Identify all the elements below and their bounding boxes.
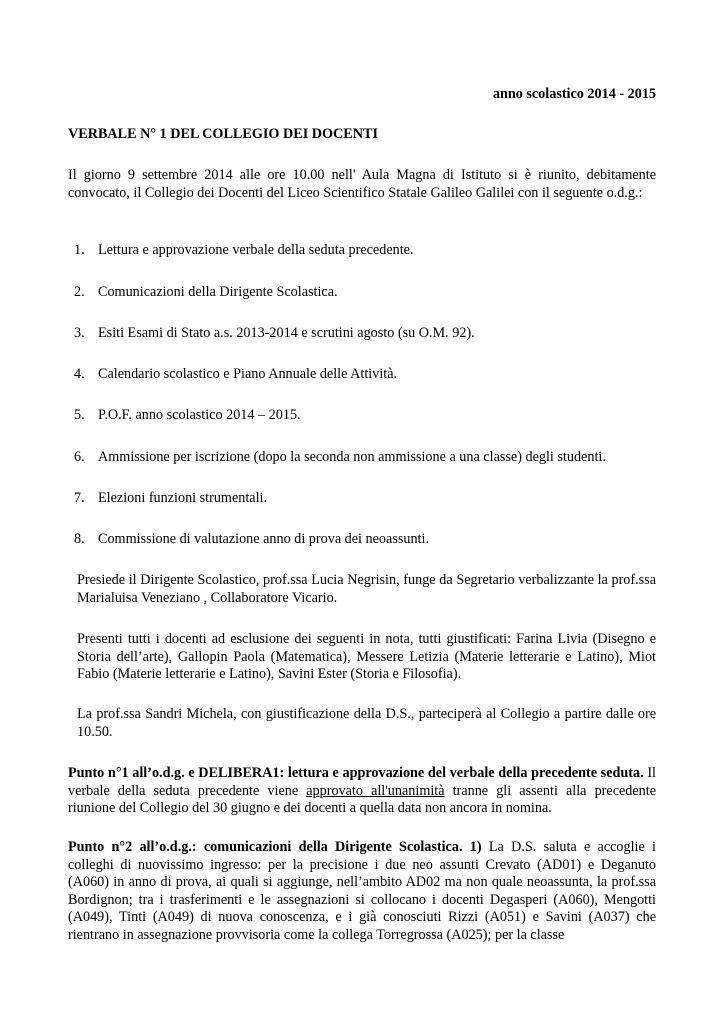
school-year: anno scolastico 2014 - 2015 [492,86,656,102]
agenda-item-number: 5. [74,407,85,423]
agenda-item-text: Ammissione per iscrizione (dopo la seconda non ammissione a una classe) degli studenti. [98,449,606,465]
point1-text-after: tranne gli assenti alla precedente riunione del Collegio del 30 giugno e dei docenti a quella data non ancora in nomina. [68,782,657,817]
agenda-item-number: 3. [74,325,85,341]
agenda-item-number: 6. [74,449,85,465]
intro-paragraph: Il giorno 9 settembre 2014 alle ore 10.00 nell' Aula Magna di Istituto si è riunito, debitamente convocato, il Collegio dei Docenti del Liceo Scientifico Statale Galileo Galilei con il seguente o.d.g.: [68,167,656,201]
agenda-item-text: Lettura e approvazione verbale della seduta precedente. [98,242,414,258]
attendance-paragraph: Presenti tutti i docenti ad esclusione dei seguenti in nota, tutti giustificati: Farina Livia (Disegno e Storia dell’arte), Gallopin Paola (Matematica), Messere Letizia (Materie letterarie e Latino), Miot Fabio (Materie letterarie e Latino), Savini Ester (Storia e Filosofia). [77,631,656,683]
agenda-item-number: 4. [74,366,85,382]
agenda-item-text: Elezioni funzioni strumentali. [98,490,268,506]
point1-heading: Punto n°1 all’o.d.g. e DELIBERA1: lettura e approvazione del verbale della precedente seduta. [68,765,644,781]
point2-text: La D.S. saluta e accoglie i colleghi di nuovissimo ingresso: per la precisione i due neo assunti Crevato (AD01) e Deganuto (A060) in anno di prova, ai quali si aggiunge, nell’ambito AD02 ma non quale neoassunta, la prof.ssa Bordignon; tra i trasferimenti e le assegnazioni si collocano i docenti Degasperi (A060), Mengotti (A049), Tinti (A049) di nuova conoscenza, e i già conosciuti Rizzi (A051) e Savini (A037) che rientrano in assegnazione provvisoria come la collega Torregrossa (A025); per la classe [68,839,656,943]
agenda-item-text: Esiti Esami di Stato a.s. 2013-2014 e scrutini agosto (su O.M. 92). [98,325,475,341]
agenda-item-number: 7. [74,490,85,506]
agenda-item-text: P.O.F. anno scolastico 2014 – 2015. [98,407,301,423]
agenda-item-text: Commissione di valutazione anno di prova dei neoassunti. [98,531,429,547]
agenda-item-number: 1. [74,242,85,258]
agenda-item-text: Calendario scolastico e Piano Annuale delle Attività. [98,366,398,382]
late-arrival-paragraph: La prof.ssa Sandri Michela, con giustificazione della D.S., parteciperà al Collegio a partire dalle ore 10.50. [77,706,656,740]
agenda-item-number: 8. [74,531,85,547]
point1-text-before: Il verbale della seduta precedente viene [68,765,656,799]
point2-heading: Punto n°2 all’o.d.g.: comunicazioni della Dirigente Scolastica. 1) [68,839,482,855]
point1-paragraph [68,765,656,818]
point2-paragraph [68,839,656,945]
agenda-item-number: 2. [74,284,85,300]
point1-approval: approvato all'unanimità [306,782,445,799]
document-title: VERBALE N° 1 DEL COLLEGIO DEI DOCENTI [68,126,378,142]
president-paragraph: Presiede il Dirigente Scolastico, prof.ssa Lucia Negrisin, funge da Segretario verbalizzante la prof.ssa Marialuisa Veneziano , Collaboratore Vicario. [77,572,656,606]
agenda-item-text: Comunicazioni della Dirigente Scolastica. [98,284,338,300]
